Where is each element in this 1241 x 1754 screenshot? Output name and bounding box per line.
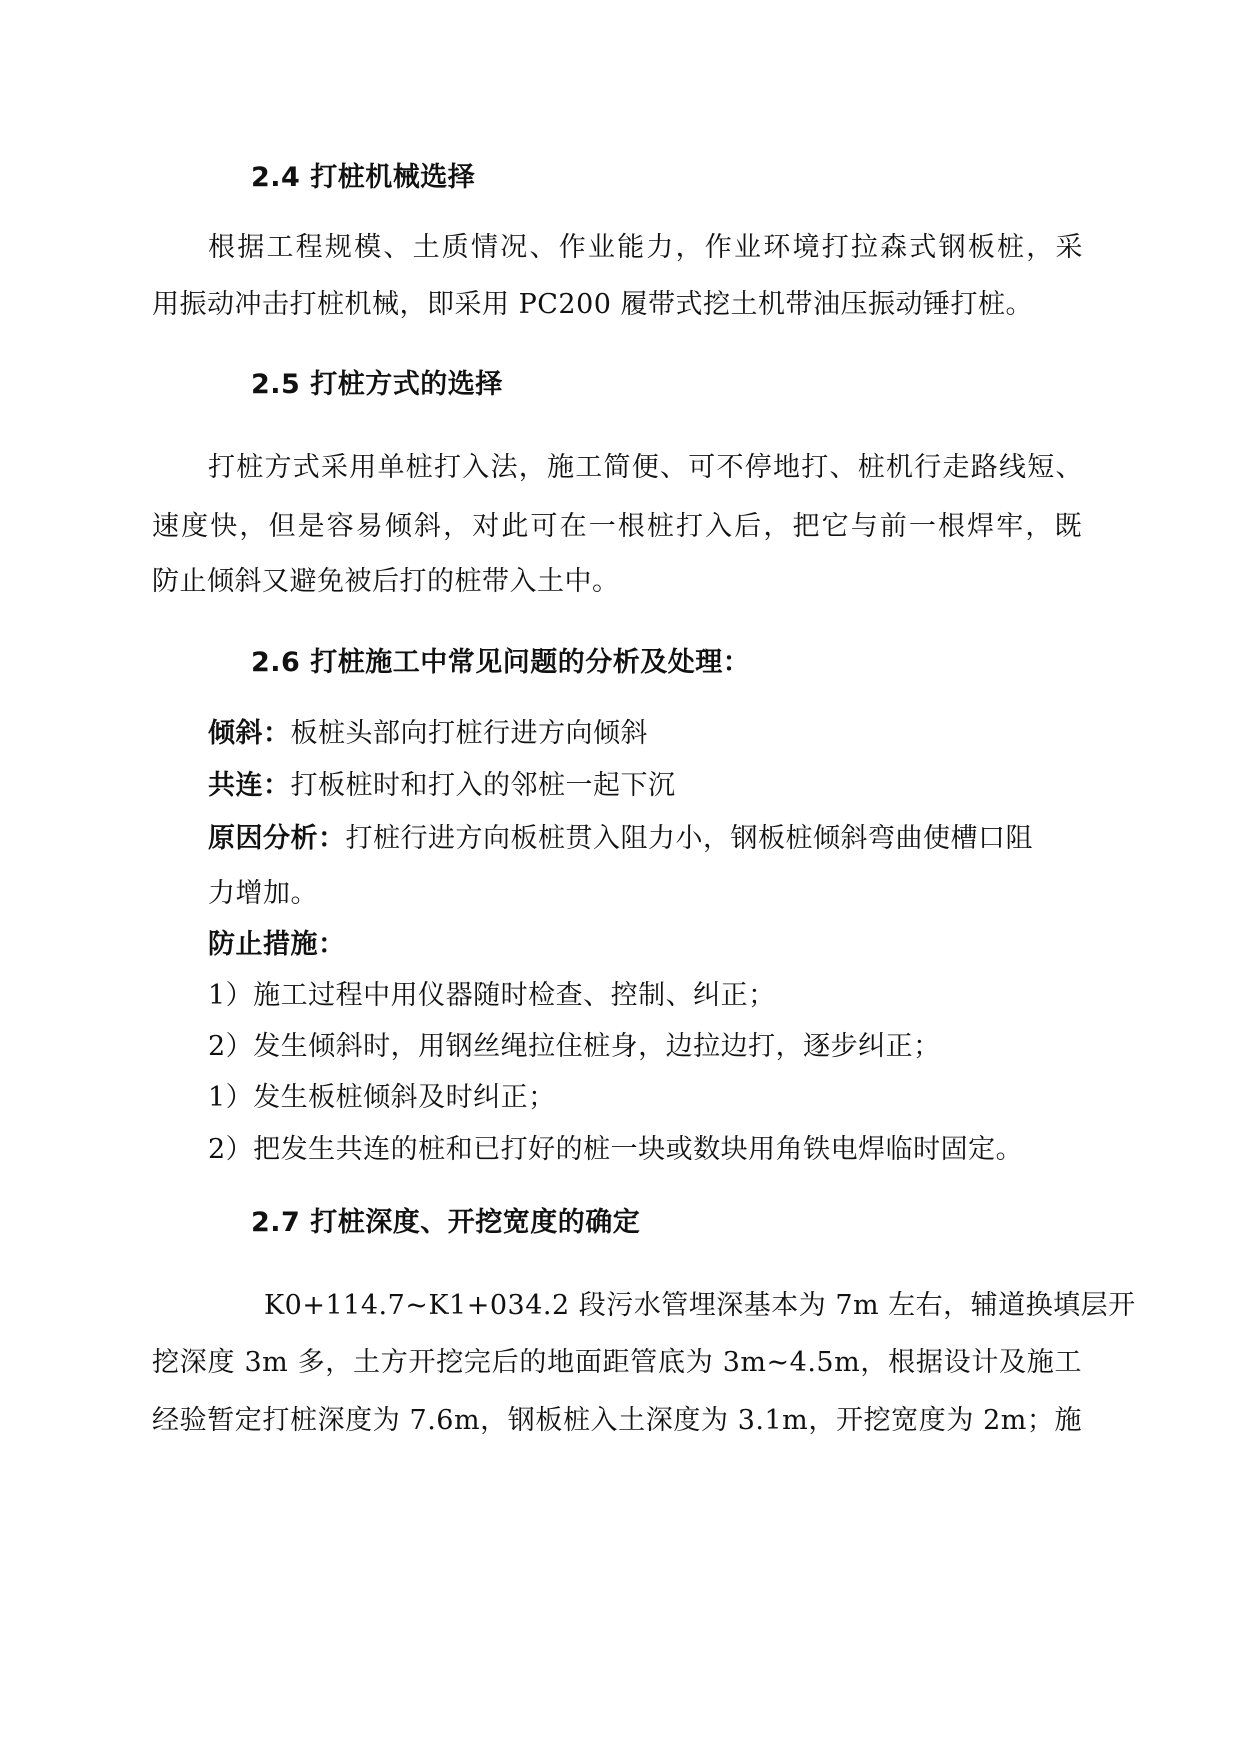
tilt-text: 板桩头部向打桩行进方向倾斜 bbox=[290, 718, 648, 749]
cause-item bbox=[208, 821, 1033, 857]
joint-label: 共连： bbox=[208, 770, 291, 801]
section-heading-2-6: 2.6 打桩施工中常见问题的分析及处理： bbox=[251, 647, 751, 678]
section-heading-2-5: 2.5 打桩方式的选择 bbox=[251, 369, 503, 400]
measures-label: 防止措施： bbox=[208, 929, 346, 960]
paragraph-line: 用振动冲击打桩机械，即采用 PC200 履带式挖土机带油压振动锤打桩。 bbox=[152, 289, 1034, 320]
tilt-label: 倾斜： bbox=[208, 718, 291, 749]
paragraph-line: 经验暂定打桩深度为 7.6m，钢板桩入土深度为 3.1m，开挖宽度为 2m；施 bbox=[152, 1405, 1082, 1436]
measure-item: 2）发生倾斜时，用钢丝绳拉住桩身，边拉边打，逐步纠正； bbox=[208, 1031, 941, 1062]
measure-item: 2）把发生共连的桩和已打好的桩一块或数块用角铁电焊临时固定。 bbox=[208, 1134, 1024, 1165]
joint-text: 打板桩时和打入的邻桩一起下沉 bbox=[290, 770, 676, 801]
tilt-item bbox=[208, 716, 648, 752]
section-heading-2-7: 2.7 打桩深度、开挖宽度的确定 bbox=[251, 1207, 641, 1238]
paragraph-line: K0+114.7~K1+034.2 段污水管埋深基本为 7m 左右，辅道换填层开 bbox=[264, 1290, 1136, 1321]
paragraph-line: 速度快，但是容易倾斜，对此可在一根桩打入后，把它与前一根焊牢，既 bbox=[152, 511, 1082, 542]
measure-item: 1）发生板桩倾斜及时纠正； bbox=[208, 1082, 556, 1113]
paragraph-line: 打桩方式采用单桩打入法，施工简便、可不停地打、桩机行走路线短、 bbox=[208, 452, 1083, 483]
paragraph-line: 挖深度 3m 多，土方开挖完后的地面距管底为 3m~4.5m，根据设计及施工 bbox=[152, 1347, 1082, 1378]
section-heading-2-4: 2.4 打桩机械选择 bbox=[251, 162, 476, 193]
paragraph-line: 根据工程规模、土质情况、作业能力，作业环境打拉森式钢板桩，采 bbox=[208, 232, 1083, 263]
cause-label: 原因分析： bbox=[208, 823, 346, 854]
cause-text: 打桩行进方向板桩贯入阻力小，钢板桩倾斜弯曲使槽口阻 bbox=[345, 823, 1033, 854]
paragraph-line: 防止倾斜又避免被后打的桩带入土中。 bbox=[152, 566, 620, 597]
cause-text-continued: 力增加。 bbox=[208, 878, 318, 909]
joint-item bbox=[208, 768, 676, 804]
measure-item: 1）施工过程中用仪器随时检查、控制、纠正； bbox=[208, 980, 776, 1011]
